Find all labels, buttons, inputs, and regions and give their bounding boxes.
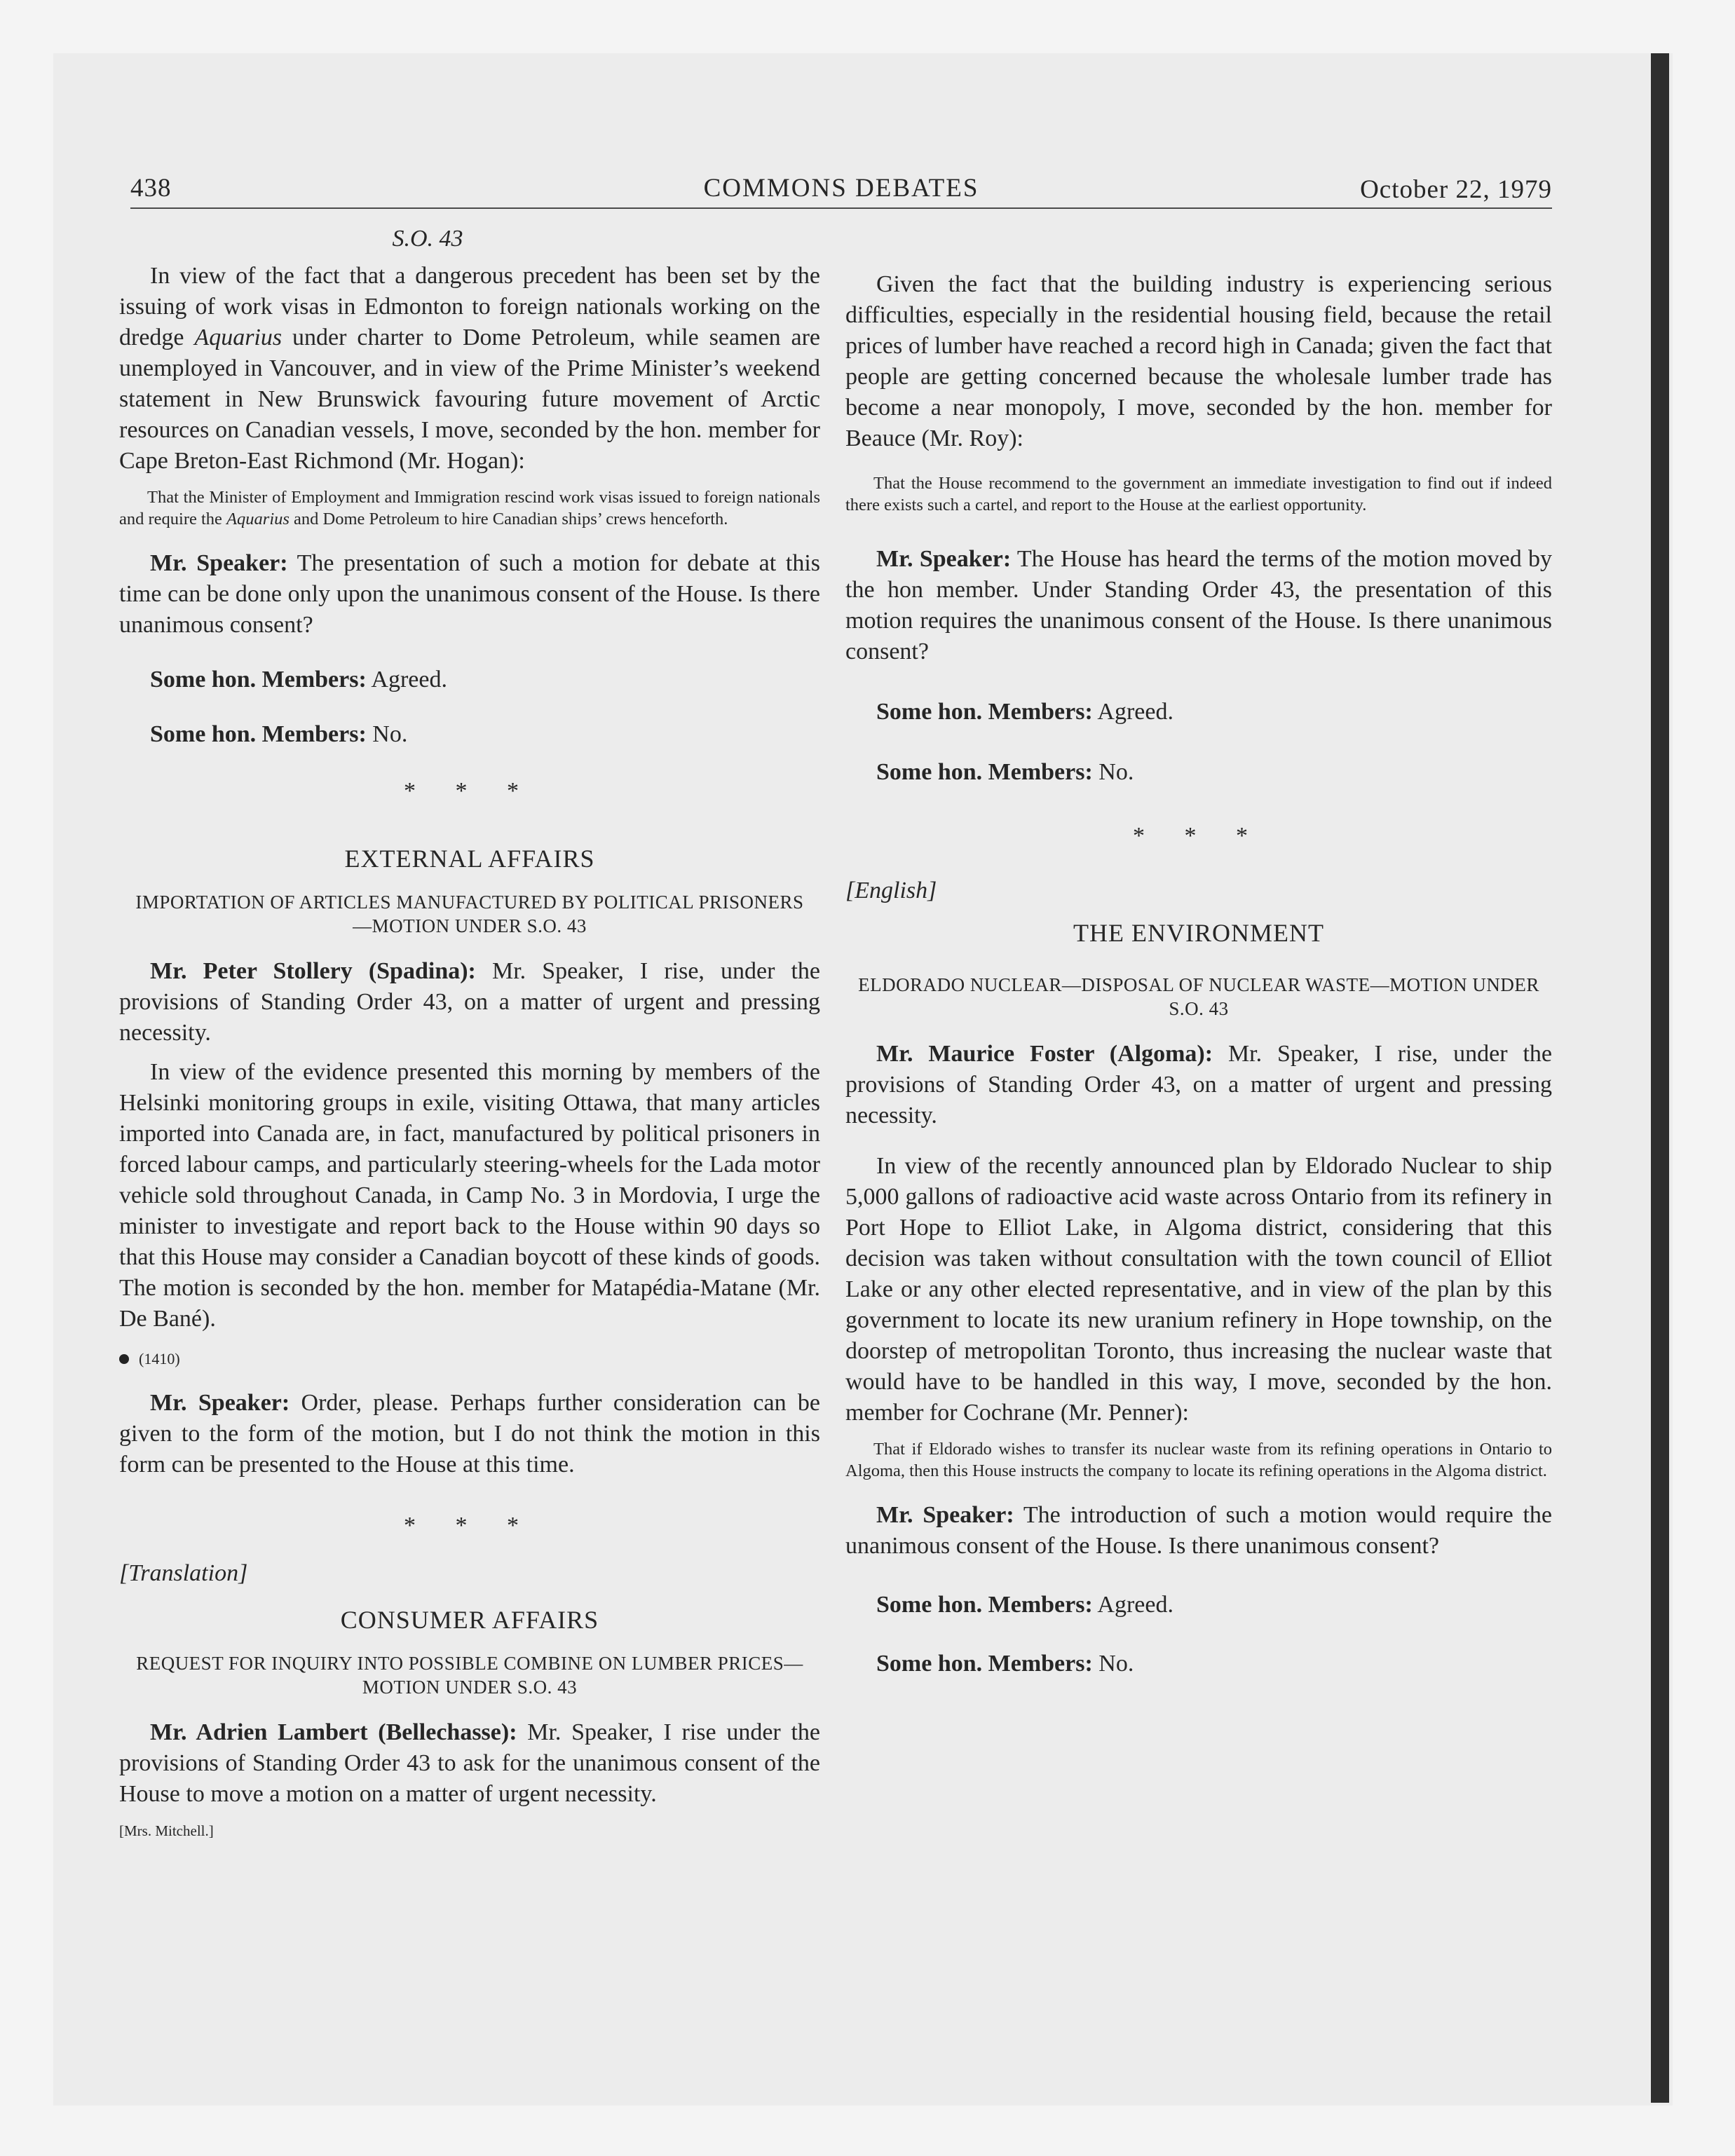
- speaker-remark: Mr. Speaker: The presentation of such a motion for debate at this time can be done only upon the unanimous consent of the House. Is there unanimous consent?: [119, 550, 820, 638]
- section-divider: * * *: [404, 1513, 536, 1538]
- footer-note: [Mrs. Mitchell.]: [119, 1822, 214, 1839]
- section-subtitle: REQUEST FOR INQUIRY INTO POSSIBLE COMBINE ON LUMBER PRICES—MOTION UNDER S.O. 43: [136, 1653, 803, 1698]
- translation-label: [Translation]: [119, 1560, 248, 1586]
- motion-text: That the Minister of Employment and Immigration rescind work visas issued to foreign nationals and require the Aquarius and Dome Petroleum to hire Canadian ships’ crews henceforth.: [119, 488, 820, 528]
- members-no: Some hon. Members: No.: [150, 721, 408, 747]
- lumber-paragraph: Given the fact that the building industry is experiencing serious difficulties, especially in the residential housing field, because the retail prices of lumber have reached a record high in Canada; given the fact that people are getting concerned because the wholesale lumber trade has become a near monopoly, I move, seconded by the hon. member for Beauce (Mr. Roy):: [845, 271, 1552, 451]
- journal-title: COMMONS DEBATES: [703, 174, 979, 203]
- speaker-remark: Mr. Speaker: Order, please. Perhaps further consideration can be given to the form of the motion, but I do not think the motion in this form can be presented to the House at this time.: [119, 1390, 820, 1478]
- right-column: [845, 269, 1552, 1679]
- section-title: EXTERNAL AFFAIRS: [344, 845, 595, 873]
- foster-intro: Mr. Maurice Foster (Algoma): Mr. Speaker, I rise, under the provisions of Standing Order 43, on a matter of urgent and pressing necessity.: [845, 1041, 1552, 1128]
- left-column: [119, 223, 820, 1840]
- page-number: 438: [130, 174, 172, 203]
- time-mark: (1410): [119, 1350, 820, 1368]
- section-title: THE ENVIRONMENT: [1073, 919, 1324, 947]
- speaker-remark: Mr. Speaker: The House has heard the terms of the motion moved by the hon member. Under Standing Order 43, the presentation of this motion requires the unanimous consent of the House. Is there unanimous consent?: [845, 546, 1552, 664]
- so-heading: S.O. 43: [392, 226, 463, 252]
- running-head: [130, 172, 1552, 209]
- members-no: Some hon. Members: No.: [876, 1651, 1134, 1677]
- section-divider: * * *: [1133, 823, 1265, 849]
- stollery-paragraph: In view of the evidence presented this morning by members of the Helsinki monitoring groups in exile, visiting Ottawa, that many articles imported into Canada are, in fact, manufactured by political prisoners in forced labour camps, and particularly steering-wheels for the Lada motor vehicle sold throughout Canada, in Camp No. 3 in Mordovia, I urge the minister to investigate and report back to the House within 90 days so that this House may consider a Canadian boycott of these kinds of goods. The motion is seconded by the hon. member for Matapédia-Matane (Mr. De Bané).: [119, 1059, 820, 1332]
- intro-paragraph: In view of the fact that a dangerous precedent has been set by the issuing of work visas in Edmonton to foreign nationals working on the dredge Aquarius under charter to Dome Petroleum, while seamen are unemployed in Vancouver, and in view of the Prime Minister’s weekend statement in New Brunswick favouring future movement of Arctic resources on Canadian vessels, I move, seconded by the hon. member for Cape Breton-East Richmond (Mr. Hogan):: [119, 263, 820, 474]
- members-agreed: Some hon. Members: Agreed.: [150, 667, 447, 692]
- motion-text: That the House recommend to the government an immediate investigation to find out if indeed there exists such a cartel, and report to the House at the earliest opportunity.: [845, 474, 1552, 514]
- scan-edge-bar: [1651, 53, 1669, 2103]
- section-title: CONSUMER AFFAIRS: [340, 1606, 599, 1634]
- members-agreed: Some hon. Members: Agreed.: [876, 699, 1173, 725]
- speaker-remark: Mr. Speaker: The introduction of such a motion would require the unanimous consent of the House. Is there unanimous consent?: [845, 1502, 1553, 1559]
- section-divider: * * *: [404, 778, 536, 804]
- stollery-intro: Mr. Peter Stollery (Spadina): Mr. Speaker, I rise, under the provisions of Standing Order 43, on a matter of urgent and pressing necessity.: [119, 958, 821, 1046]
- section-subtitle: ELDORADO NUCLEAR—DISPOSAL OF NUCLEAR WASTE—MOTION UNDER S.O. 43: [858, 974, 1539, 1019]
- motion-text: That if Eldorado wishes to transfer its nuclear waste from its refining operations in Ontario to Algoma, then this House instructs the company to locate its refining operations in the Algoma district.: [845, 1440, 1552, 1480]
- page-date: October 22, 1979: [1360, 175, 1552, 204]
- members-agreed: Some hon. Members: Agreed.: [876, 1592, 1173, 1618]
- foster-paragraph: In view of the recently announced plan by Eldorado Nuclear to ship 5,000 gallons of radioactive acid waste across Ontario from its refinery in Port Hope to Elliot Lake, in Algoma district, considering that this decision was taken without consultation with the town council of Elliot Lake or any other elected representative, and in view of the plan by this government to locate its new uranium refinery in Hope township, on the doorstep of metropolitan Toronto, thus increasing the nuclear waste that would have to be handled in this way, I move, seconded by the hon. member for Cochrane (Mr. Penner):: [845, 1153, 1552, 1426]
- members-no: Some hon. Members: No.: [876, 759, 1134, 785]
- lambert-intro: Mr. Adrien Lambert (Bellechasse): Mr. Speaker, I rise under the provisions of Standing Order 43 to ask for the unanimous consent of the House to move a motion on a matter of urgent necessity.: [119, 1719, 821, 1807]
- english-label: [English]: [845, 878, 937, 903]
- section-subtitle: IMPORTATION OF ARTICLES MANUFACTURED BY POLITICAL PRISONERS—MOTION UNDER S.O. 43: [135, 892, 804, 936]
- bullet-icon: [119, 1354, 129, 1364]
